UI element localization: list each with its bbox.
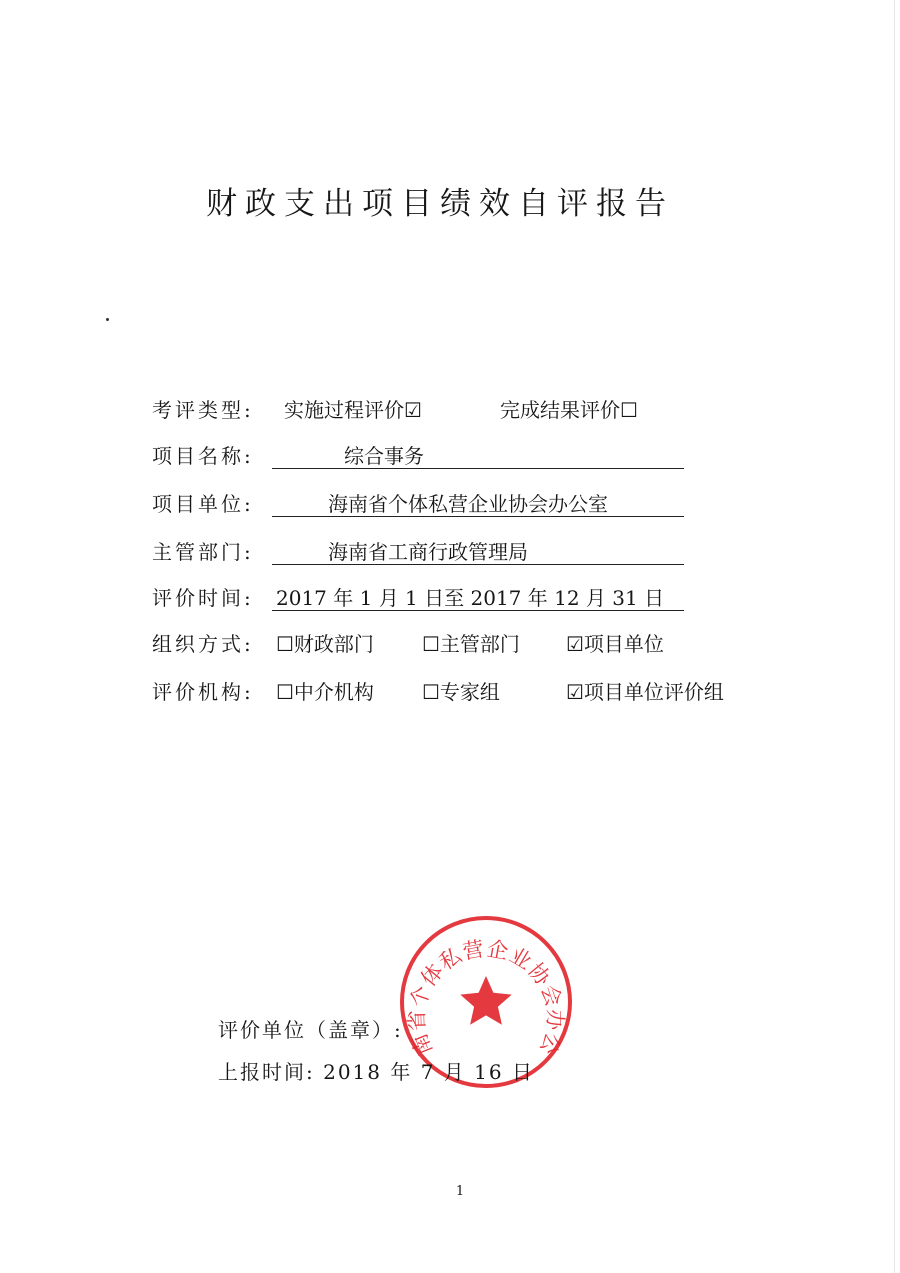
- field-label: 组织方式:: [152, 632, 254, 656]
- seal-star-icon: [460, 976, 511, 1025]
- option-project-unit-group: ☑项目单位评价组: [566, 680, 724, 704]
- option-expert-group: ☐专家组: [422, 680, 500, 704]
- option-intermediary-agency: ☐中介机构: [276, 680, 374, 704]
- option-process-evaluation: 实施过程评价☑: [284, 398, 422, 422]
- underline: [272, 564, 684, 565]
- seal-text: 南省个体私营企业协会办公: [404, 936, 568, 1059]
- field-label: 主管部门:: [152, 540, 254, 564]
- option-supervising-department: ☐主管部门: [422, 632, 520, 656]
- scan-speck: [106, 318, 109, 321]
- page-edge: [894, 0, 895, 1273]
- report-title: 财政支出项目绩效自评报告: [206, 186, 674, 222]
- report-date-label: 上报时间:: [218, 1060, 315, 1084]
- field-label: 考评类型:: [152, 398, 254, 422]
- field-value: 海南省工商行政管理局: [328, 540, 528, 564]
- field-label: 评价机构:: [152, 680, 254, 704]
- option-result-evaluation: 完成结果评价☐: [500, 398, 638, 422]
- evaluation-unit-label: 评价单位（盖章）:: [218, 1018, 403, 1042]
- page-number: 1: [455, 1184, 465, 1199]
- field-label: 项目单位:: [152, 492, 254, 516]
- report-date-line: [218, 1056, 534, 1085]
- field-value: 2017 年 1 月 1 日至 2017 年 12 月 31 日: [276, 586, 665, 610]
- report-date-value: 2018 年 7 月 16 日: [323, 1060, 534, 1084]
- underline: [272, 468, 684, 469]
- field-value: 海南省个体私营企业协会办公室: [328, 492, 608, 516]
- evaluation-unit-line: [218, 1014, 403, 1043]
- option-project-unit: ☑项目单位: [566, 632, 664, 656]
- underline: [272, 516, 684, 517]
- field-label: 项目名称:: [152, 444, 254, 468]
- option-finance-department: ☐财政部门: [276, 632, 374, 656]
- underline: [272, 610, 684, 611]
- field-label: 评价时间:: [152, 586, 254, 610]
- field-value: 综合事务: [344, 444, 424, 468]
